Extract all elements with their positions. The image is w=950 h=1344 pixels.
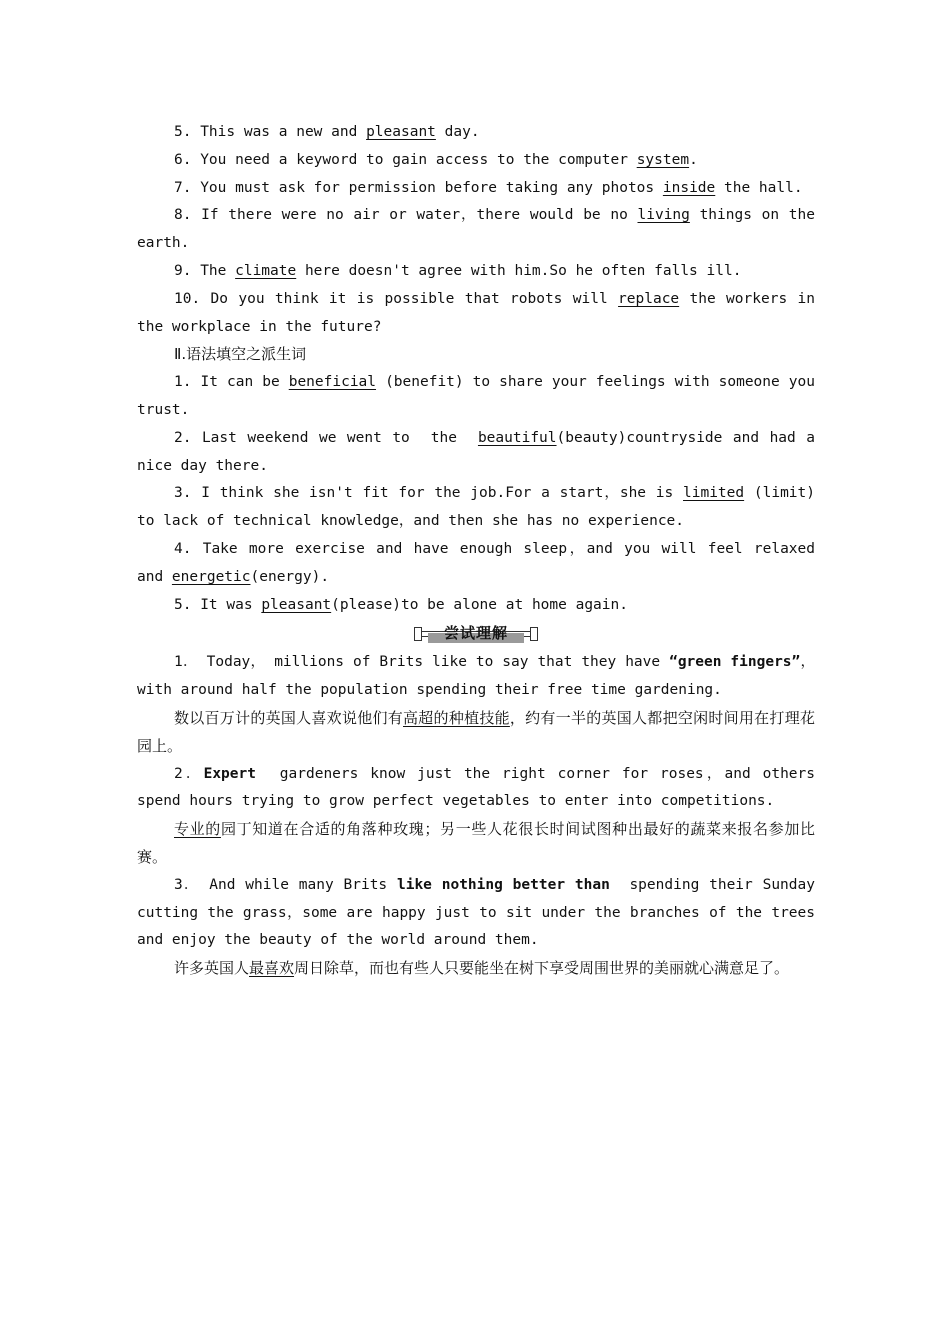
answer: system [636,151,690,168]
heading-left-ornament [414,627,422,641]
sentence-3-en: 3． And while many Brits like nothing better than spending their Sunday cutting the grass，some are happy just to sit under the branches of the trees and enjoy the beauty of the world around them. [137,876,824,949]
answer: energetic [171,568,251,585]
answer: climate [235,262,297,279]
key-translation: 高超的种植技能 [403,708,510,727]
sentence-2-zh: 专业的园丁知道在合适的角落种玫瑰；另一些人花很长时间试图种出最好的蔬菜来报名参加比赛。 [137,820,815,866]
sentence-1-zh: 数以百万计的英国人喜欢说他们有高超的种植技能，约有一半的英国人都把空闲时间用在打理花园上。 [137,708,815,755]
vocab-item-7: 7. You must ask for permission before taking any photos inside the hall. [174,179,803,196]
answer: pleasant [366,124,436,140]
grammar-item-4: 4. Take more exercise and have enough sleep，and you will feel relaxed and energetic(energy). [137,540,815,585]
key-phrase: Expert [203,765,256,782]
grammar-item-2: 2. Last weekend we went to the beautiful(beauty)countryside and had a nice day there. [137,429,824,474]
answer: limited [683,485,745,502]
vocab-item-5: 5. This was a new and pleasant day. [174,124,480,140]
sentence-3-zh: 许多英国人最喜欢周日除草，而也有些人只要能坐在树下享受周围世界的美丽就心满意足了。 [174,959,790,978]
section-2-title: Ⅱ.语法填空之派生词 [174,345,307,364]
sentence-2-en: 2．Expert gardeners know just the right corner for roses，and others spend hours trying to grow perfect vegetables to enter into competitions. [137,765,824,810]
answer: inside [662,179,716,196]
sentence-1-en: 1． Today， millions of Brits like to say that they have “green fingers”，with around half the population spending their free time gardening. [137,654,816,699]
grammar-item-3: 3. I think she isn't fit for the job.For a start，she is limited (limit) to lack of technical knowledge，and then she has no experience. [137,485,815,530]
key-translation: 最喜欢 [249,959,295,978]
document-page [137,119,824,983]
vocab-item-6: 6. You need a keyword to gain access to the computer system. [174,151,698,168]
grammar-item-5: 5. It was pleasant(please)to be alone at home again. [174,596,628,613]
answer: pleasant [261,596,332,613]
vocab-item-8: 8. If there were no air or water，there would be no living things on the earth. [137,207,815,252]
key-phrase: “green fingers” [669,654,801,671]
grammar-item-1: 1. It can be beneficial (benefit) to share your feelings with someone you trust. [137,374,815,418]
answer: living [637,207,690,224]
key-translation: 专业的 [174,820,221,839]
answer: replace [618,290,680,307]
vocab-item-10: 10. Do you think it is possible that robots will replace the workers in the workplace in the future? [137,290,815,335]
answer: beneficial [288,374,377,391]
section-3-title: 尝试理解 [443,624,508,643]
section-3-heading [137,619,815,649]
heading-right-ornament [530,627,538,641]
vocab-item-9: 9. The climate here doesn't agree with him.So he often falls ill. [174,262,742,279]
key-phrase: like nothing better than [396,876,610,893]
answer: beautiful [477,429,557,446]
